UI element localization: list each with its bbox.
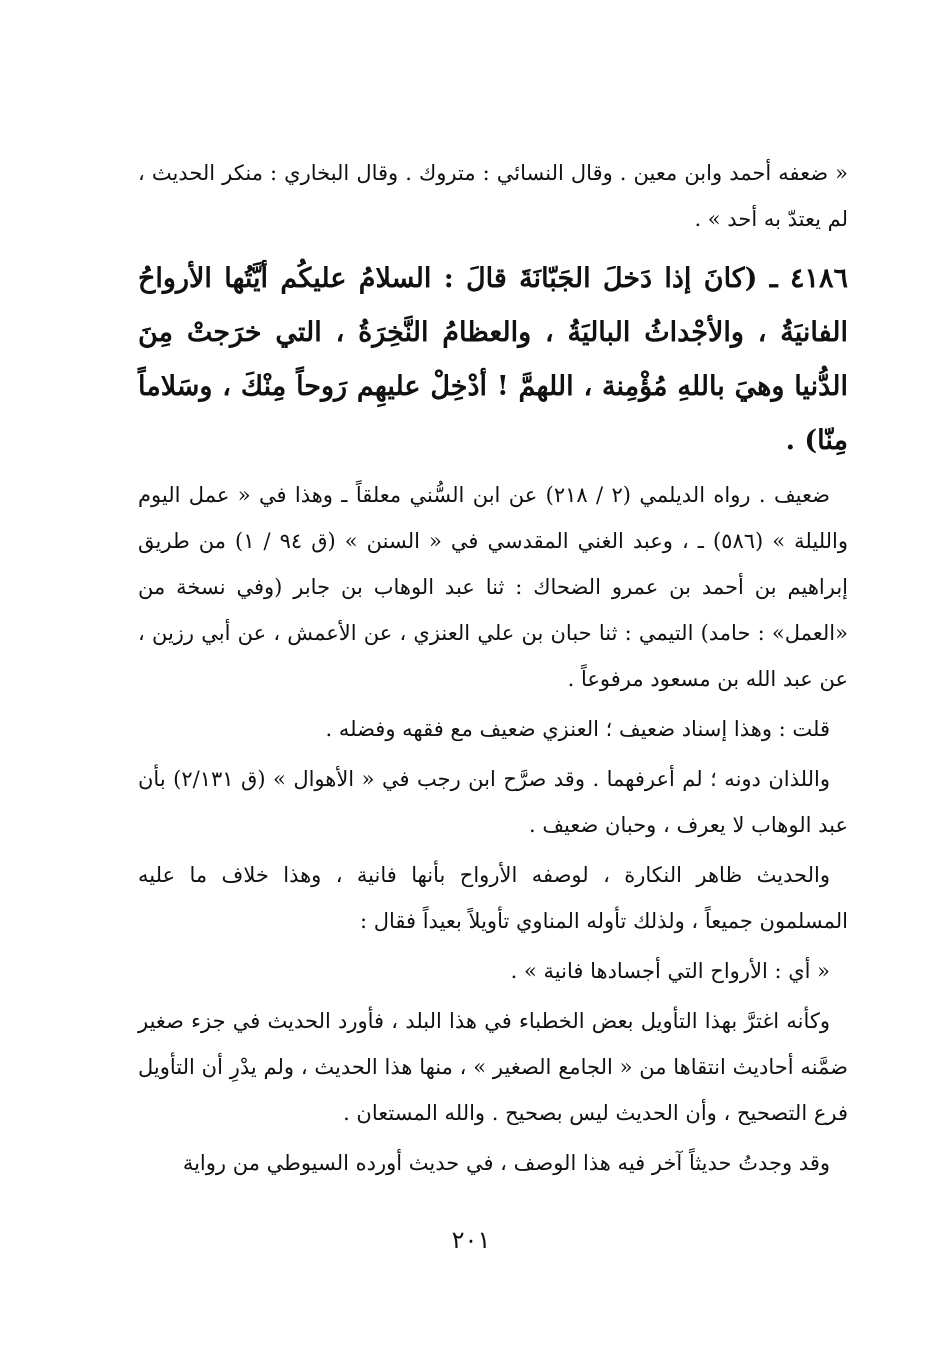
paragraph-comment: قلت : وهذا إسناد ضعيف ؛ العنزي ضعيف مع فقهه وفضله .	[325, 717, 830, 741]
paragraph-narrators: واللذان دونه ؛ لم أعرفهما . وقد صرَّح ابن رجب في « الأهوال » (ق ٢/١٣١) بأن عبد الوهاب لا يعرف ، وحبان ضعيف .	[138, 767, 848, 837]
paragraph-munawi-quote: « أي : الأرواح التي أجسادها فانية » .	[510, 959, 830, 983]
paragraph-quote-continuation: « ضعفه أحمد وابن معين . وقال النسائي : متروك . وقال البخاري : منكر الحديث ، لم يعتدّ به أحد » .	[138, 161, 848, 231]
paragraph-another-hadith: وقد وجدتُ حديثاً آخر فيه هذا الوصف ، في حديث أورده السيوطي من رواية	[182, 1151, 830, 1175]
paragraph-criticism: والحديث ظاهر النكارة ، لوصفه الأرواح بأنها فانية ، وهذا خلاف ما عليه المسلمون جميعاً ، ولذلك تأوله المناوي تأويلاً بعيداً فقال :	[138, 863, 848, 933]
page-number: ٢٠١	[451, 1226, 491, 1254]
page-body	[138, 150, 848, 1186]
hadith-4186-text: ٤١٨٦ ـ (كانَ إذا دَخلَ الجَبّانَةَ قالَ : السلامُ عليكُم أيَّتُها الأرواحُ الفانيَةُ ، والأجْداثُ الباليَةُ ، والعظامُ النَّخِرَةُ ، التي خرَجتْ مِنَ الدُّنيا وهيَ باللهِ مُؤْمِنة ، اللهمَّ ! أدْخِلْ عليهِم رَوحاً مِنْكَ ، وسَلاماً مِنّا) .	[138, 263, 848, 456]
paragraph-khatib-remark: وكأنه اغترَّ بهذا التأويل بعض الخطباء في هذا البلد ، فأورد الحديث في جزء صغير ضمَّنه أحاديث انتقاها من « الجامع الصغير » ، منها هذا الحديث ، ولم يدْرِ أن التأويل فرع التصحيح ، وأن الحديث ليس بصحيح . والله المستعان .	[138, 1009, 848, 1125]
paragraph-grading: ضعيف . رواه الديلمي (٢ / ٢١٨) عن ابن السُّني معلقاً ـ وهذا في « عمل اليوم والليلة » (٥٨٦) ـ ، وعبد الغني المقدسي في « السنن » (ق ٩٤ / ١) من طريق إبراهيم بن أحمد بن عمرو الضحاك : ثنا عبد الوهاب بن جابر (وفي نسخة من «العمل» : حامد) التيمي : ثنا حبان بن علي العنزي ، عن الأعمش ، عن أبي رزين ، عن عبد الله بن مسعود مرفوعاً .	[138, 483, 849, 691]
